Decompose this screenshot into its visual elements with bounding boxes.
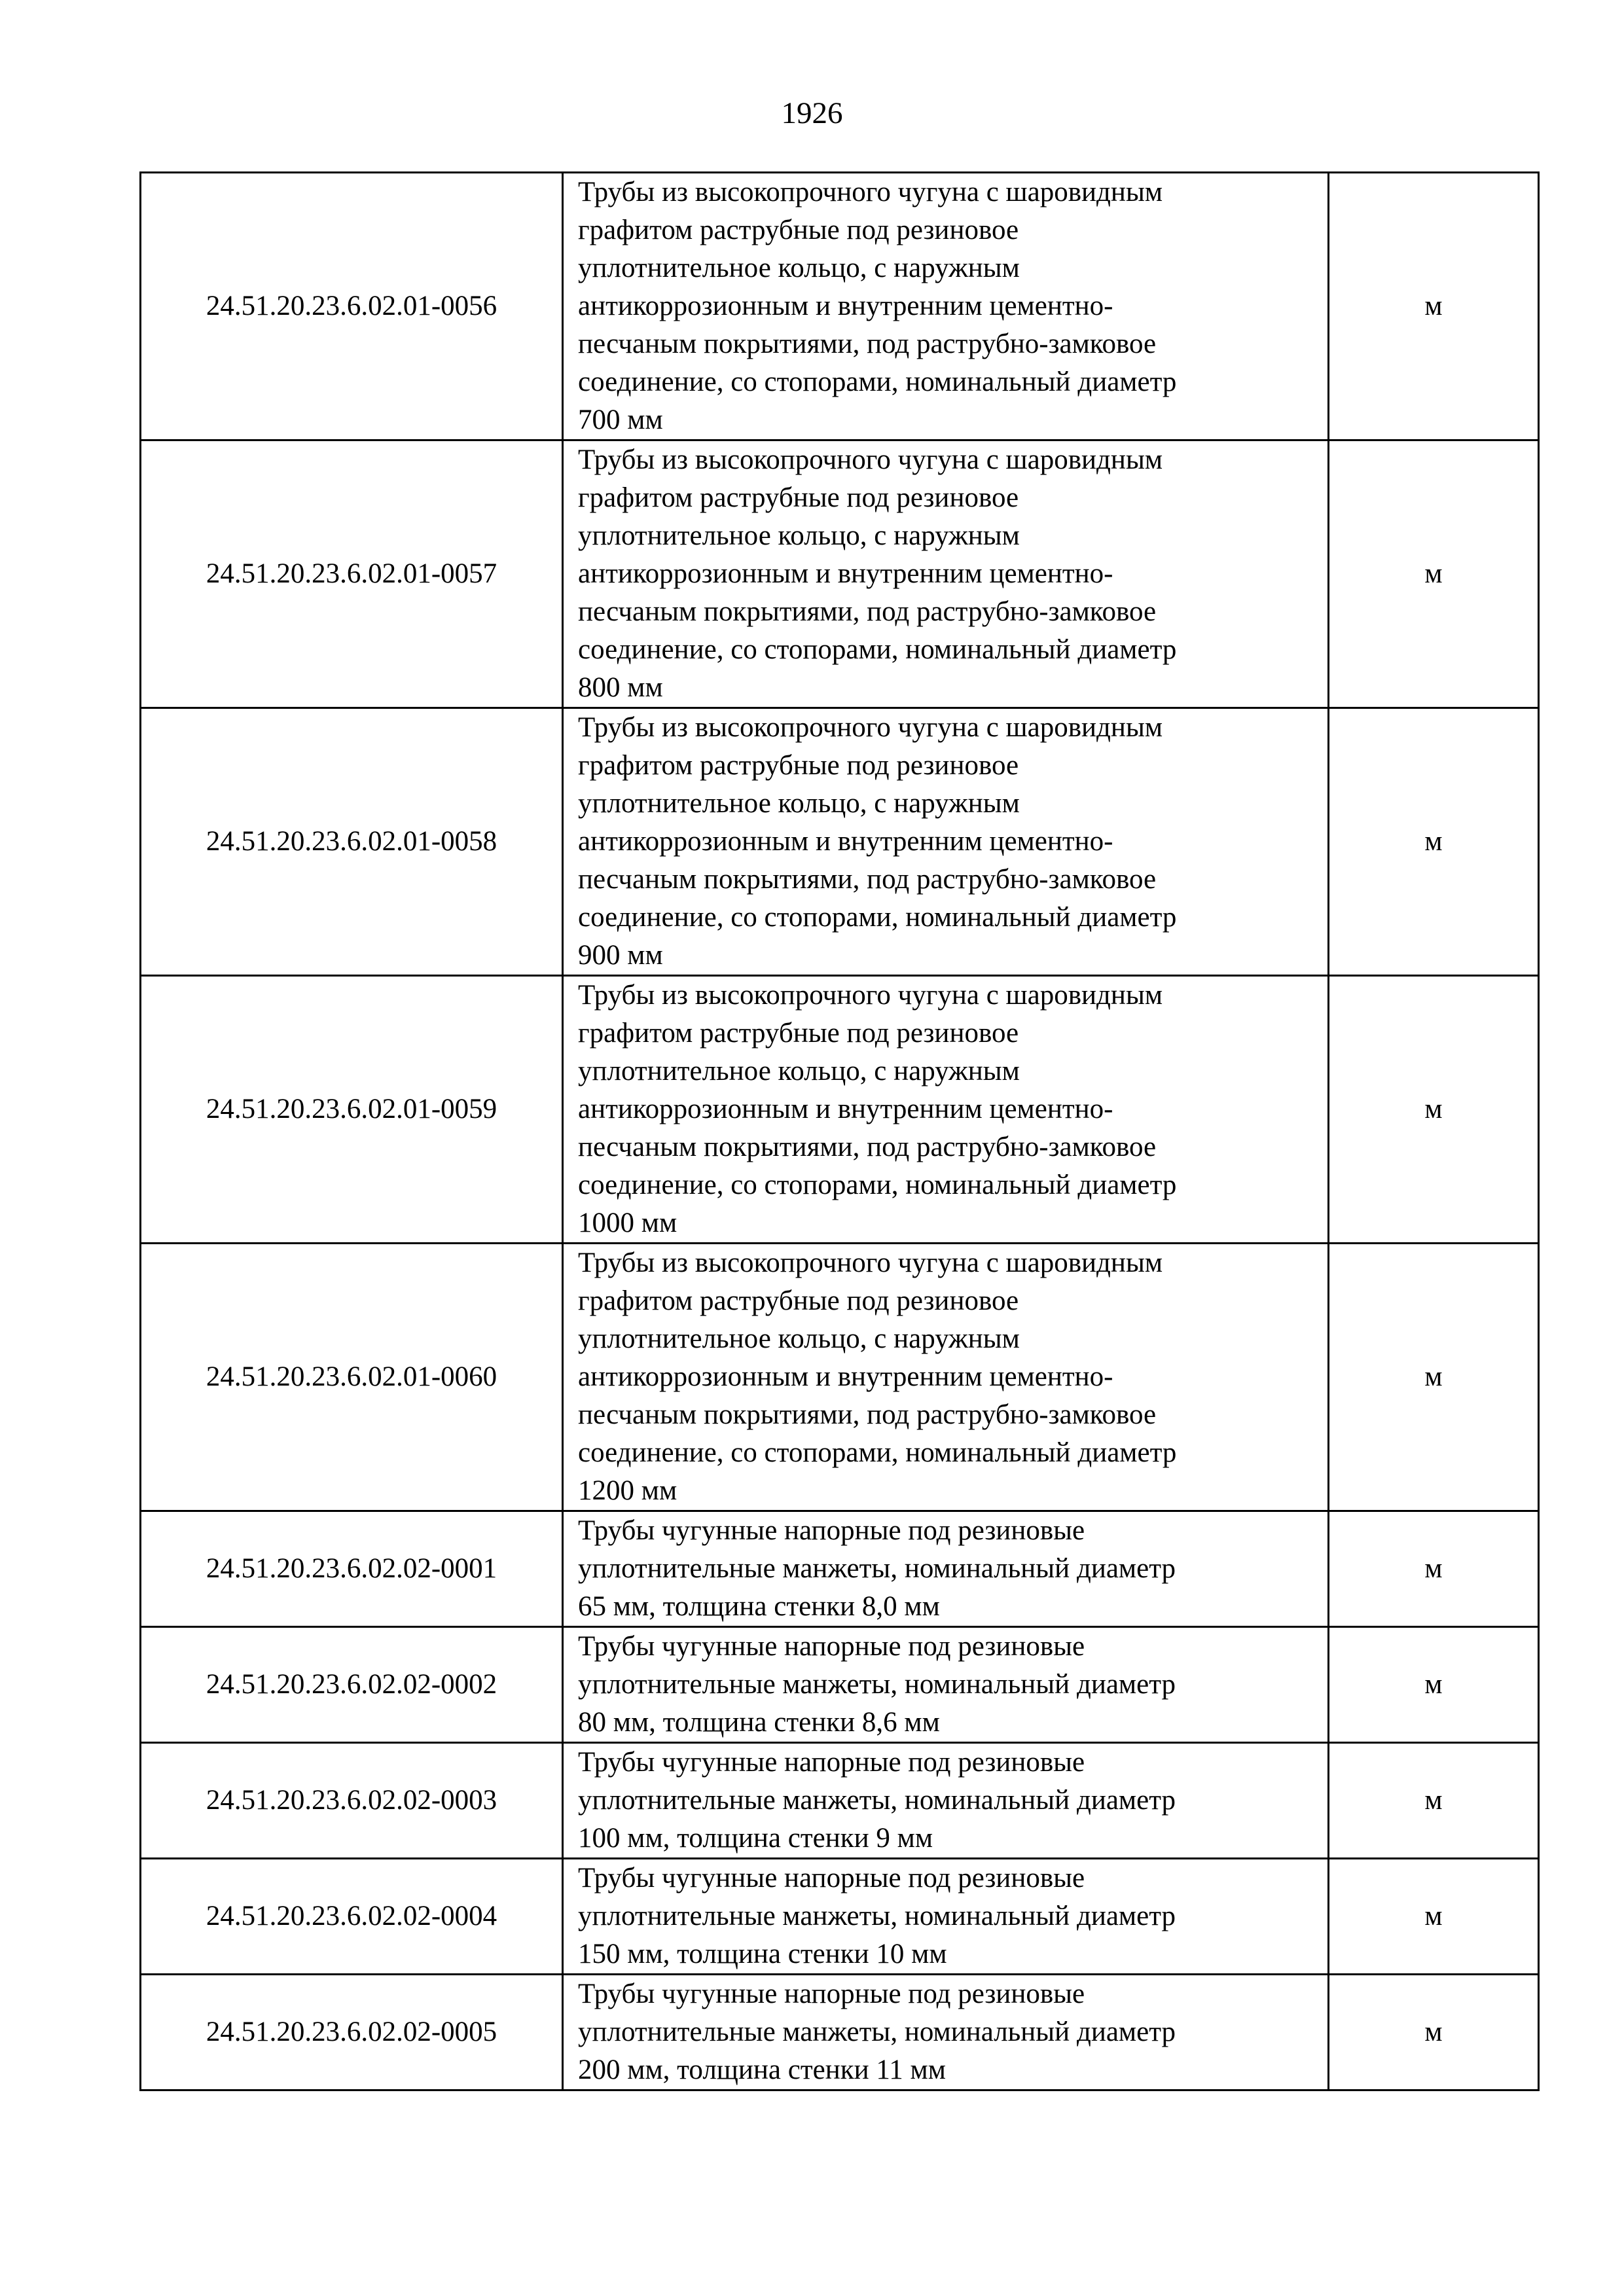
table-row [141, 1743, 1539, 1859]
table-row [141, 173, 1539, 440]
resource-description: Трубы из высокопрочного чугуна с шаровидным графитом раструбные под резиновое уплотнительное кольцо, с наружным антикоррозионным и внутренним цементно- песчаным покрытиями, под раструбно-замковое соединение, со стопорами, номинальный диаметр 900 мм [563, 708, 1329, 976]
resource-code: 24.51.20.23.6.02.02-0003 [141, 1743, 563, 1859]
resource-code: 24.51.20.23.6.02.02-0004 [141, 1859, 563, 1975]
unit-of-measure: м [1329, 1511, 1539, 1627]
unit-of-measure: м [1329, 708, 1539, 976]
resource-description: Трубы чугунные напорные под резиновые уплотнительные манжеты, номинальный диаметр 150 мм, толщина стенки 10 мм [563, 1859, 1329, 1975]
resource-description: Трубы из высокопрочного чугуна с шаровидным графитом раструбные под резиновое уплотнительное кольцо, с наружным антикоррозионным и внутренним цементно- песчаным покрытиями, под раструбно-замковое соединение, со стопорами, номинальный диаметр 700 мм [563, 173, 1329, 440]
table-row [141, 976, 1539, 1244]
unit-of-measure: м [1329, 1627, 1539, 1743]
resource-table [139, 171, 1540, 2091]
resource-code: 24.51.20.23.6.02.01-0060 [141, 1244, 563, 1511]
resource-description: Трубы чугунные напорные под резиновые уплотнительные манжеты, номинальный диаметр 65 мм, толщина стенки 8,0 мм [563, 1511, 1329, 1627]
resource-description: Трубы чугунные напорные под резиновые уплотнительные манжеты, номинальный диаметр 80 мм, толщина стенки 8,6 мм [563, 1627, 1329, 1743]
page-number: 1926 [781, 96, 843, 130]
resource-description: Трубы чугунные напорные под резиновые уплотнительные манжеты, номинальный диаметр 200 мм, толщина стенки 11 мм [563, 1975, 1329, 2090]
table-row [141, 1244, 1539, 1511]
table-row [141, 440, 1539, 708]
resource-description: Трубы чугунные напорные под резиновые уплотнительные манжеты, номинальный диаметр 100 мм, толщина стенки 9 мм [563, 1743, 1329, 1859]
unit-of-measure: м [1329, 440, 1539, 708]
unit-of-measure: м [1329, 1859, 1539, 1975]
unit-of-measure: м [1329, 1975, 1539, 2090]
unit-of-measure: м [1329, 976, 1539, 1244]
resource-code: 24.51.20.23.6.02.02-0002 [141, 1627, 563, 1743]
resource-code: 24.51.20.23.6.02.02-0001 [141, 1511, 563, 1627]
unit-of-measure: м [1329, 1244, 1539, 1511]
resource-code: 24.51.20.23.6.02.01-0057 [141, 440, 563, 708]
unit-of-measure: м [1329, 1743, 1539, 1859]
resource-description: Трубы из высокопрочного чугуна с шаровидным графитом раструбные под резиновое уплотнительное кольцо, с наружным антикоррозионным и внутренним цементно- песчаным покрытиями, под раструбно-замковое соединение, со стопорами, номинальный диаметр 1000 мм [563, 976, 1329, 1244]
table-row [141, 1859, 1539, 1975]
unit-of-measure: м [1329, 173, 1539, 440]
resource-code: 24.51.20.23.6.02.02-0005 [141, 1975, 563, 2090]
resource-description: Трубы из высокопрочного чугуна с шаровидным графитом раструбные под резиновое уплотнительное кольцо, с наружным антикоррозионным и внутренним цементно- песчаным покрытиями, под раструбно-замковое соединение, со стопорами, номинальный диаметр 800 мм [563, 440, 1329, 708]
resource-code: 24.51.20.23.6.02.01-0059 [141, 976, 563, 1244]
table-row [141, 1511, 1539, 1627]
resource-code: 24.51.20.23.6.02.01-0056 [141, 173, 563, 440]
table-row [141, 1975, 1539, 2090]
resource-code: 24.51.20.23.6.02.01-0058 [141, 708, 563, 976]
resource-description: Трубы из высокопрочного чугуна с шаровидным графитом раструбные под резиновое уплотнительное кольцо, с наружным антикоррозионным и внутренним цементно- песчаным покрытиями, под раструбно-замковое соединение, со стопорами, номинальный диаметр 1200 мм [563, 1244, 1329, 1511]
table-row [141, 708, 1539, 976]
table-row [141, 1627, 1539, 1743]
